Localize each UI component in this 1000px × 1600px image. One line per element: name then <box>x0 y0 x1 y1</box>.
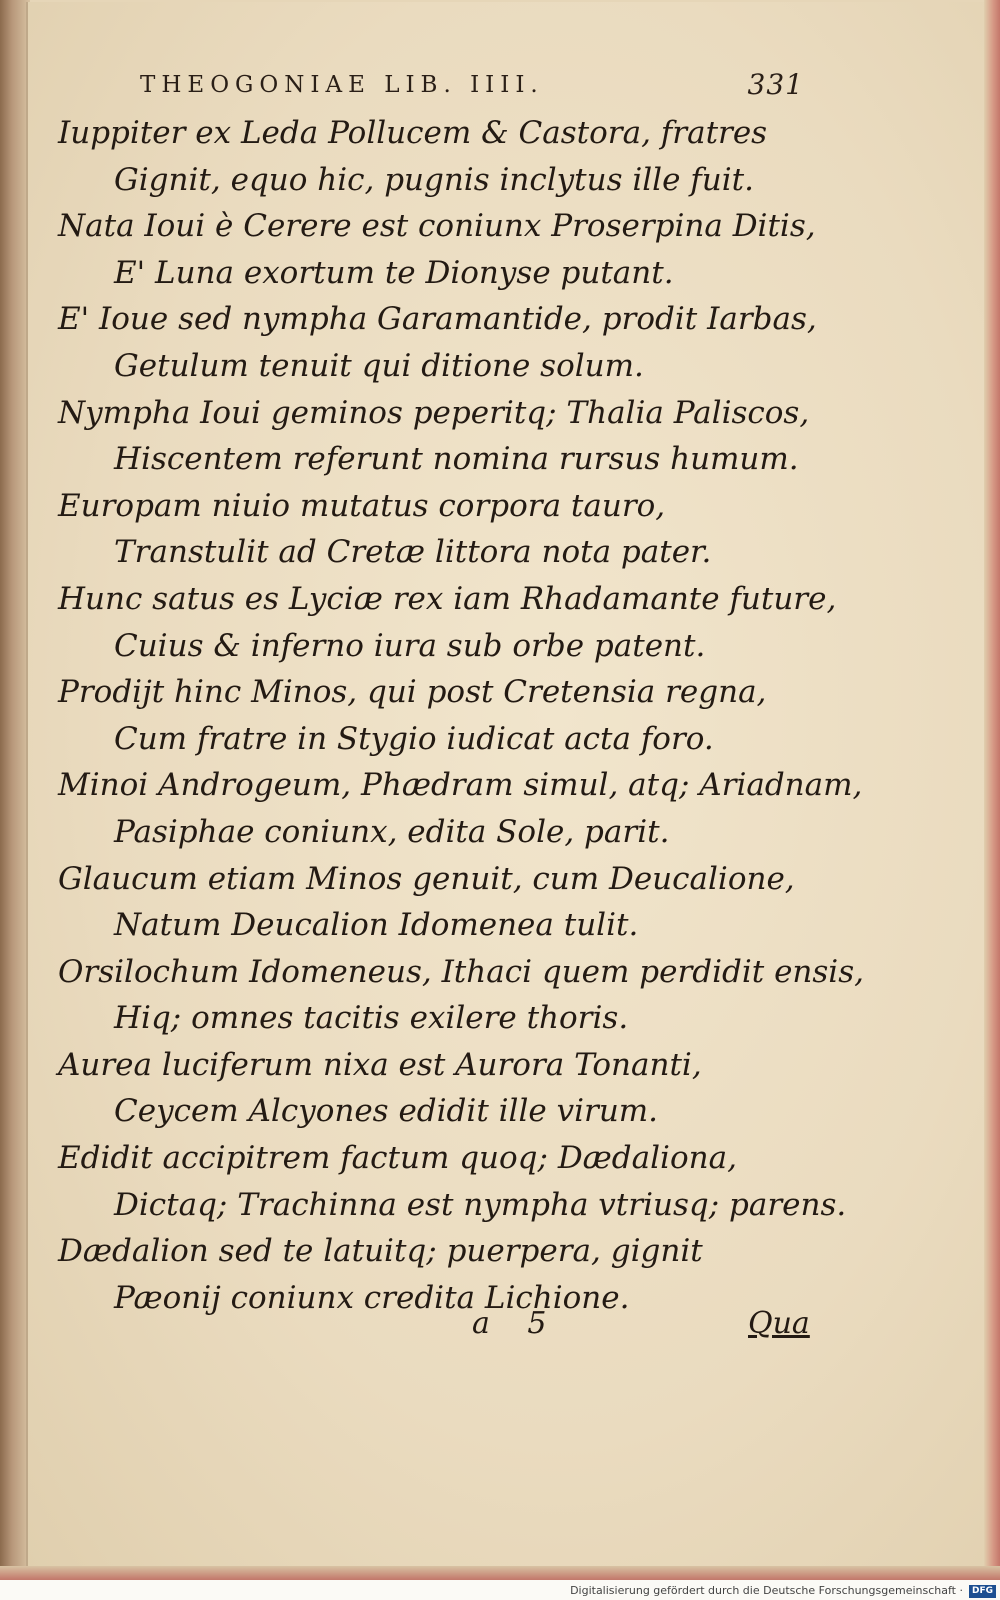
verse-line: Dictaq; Trachinna est nympha vtriusq; parens. <box>114 1186 847 1223</box>
verse-line: Minoi Androgeum, Phædram simul, atq; Ariadnam, <box>58 767 863 804</box>
verse-line: Natum Deucalion Idomenea tulit. <box>114 907 639 944</box>
verse-line: E' Luna exortum te Dionyse putant. <box>114 254 674 291</box>
verse-line: Aurea luciferum nixa est Aurora Tonanti, <box>58 1046 702 1083</box>
verse-line: Prodijt hinc Minos, qui post Cretensia regna, <box>58 674 767 711</box>
verse-line: Hiq; omnes tacitis exilere thoris. <box>114 1000 629 1037</box>
verse-line: Nata Ioui è Cerere est coniunx Proserpina Ditis, <box>58 208 816 245</box>
page-footer <box>0 1306 1000 1356</box>
verse-line: Edidit accipitrem factum quoq; Dædaliona, <box>58 1140 737 1177</box>
verse-line: Transtulit ad Cretæ littora nota pater. <box>114 534 712 571</box>
page-header <box>140 68 820 101</box>
verse-line: Gignit, equo hic, pugnis inclytus ille fuit. <box>114 161 754 198</box>
running-head: THEOGONIAE LIB. IIII. <box>140 72 544 98</box>
verse-line: Iuppiter ex Leda Pollucem & Castora, fratres <box>58 115 768 151</box>
credit-text: Digitalisierung gefördert durch die Deutsche Forschungsgemeinschaft · <box>570 1584 963 1597</box>
verse-line: Pæonij coniunx credita Lichione. <box>114 1279 630 1316</box>
verse-line: Ceycem Alcyones edidit ille virum. <box>114 1093 659 1130</box>
signature-mark: a 5 <box>472 1306 561 1341</box>
verse-text <box>58 110 958 1321</box>
verse-line: Pasiphae coniunx, edita Sole, parit. <box>114 813 670 850</box>
verse-line: Hunc satus es Lyciæ rex iam Rhadamante future, <box>58 580 837 617</box>
page-edge-bottom <box>0 1566 1000 1580</box>
verse-line: Orsilochum Idomeneus, Ithaci quem perdidit ensis, <box>58 953 864 990</box>
verse-line: Nympha Ioui geminos peperitq; Thalia Paliscos, <box>58 394 810 431</box>
dfg-logo: DFG <box>969 1585 996 1598</box>
verse-line: Cum fratre in Stygio iudicat acta foro. <box>114 720 714 757</box>
verse-line: E' Ioue sed nympha Garamantide, prodit Iarbas, <box>58 301 817 338</box>
verse-line: Hiscentem referunt nomina rursus humum. <box>114 441 799 478</box>
catchword: Qua <box>748 1306 810 1341</box>
page-number: 331 <box>747 68 804 101</box>
verse-line: Dædalion sed te latuitq; puerpera, gignit <box>58 1233 703 1270</box>
verse-line: Cuius & inferno iura sub orbe patent. <box>114 627 706 664</box>
verse-line: Europam niuio mutatus corpora tauro, <box>58 487 666 524</box>
verse-line: Glaucum etiam Minos genuit, cum Deucalione, <box>58 860 795 897</box>
verse-line: Getulum tenuit qui ditione solum. <box>114 347 644 384</box>
digitization-credit <box>0 1582 1000 1600</box>
